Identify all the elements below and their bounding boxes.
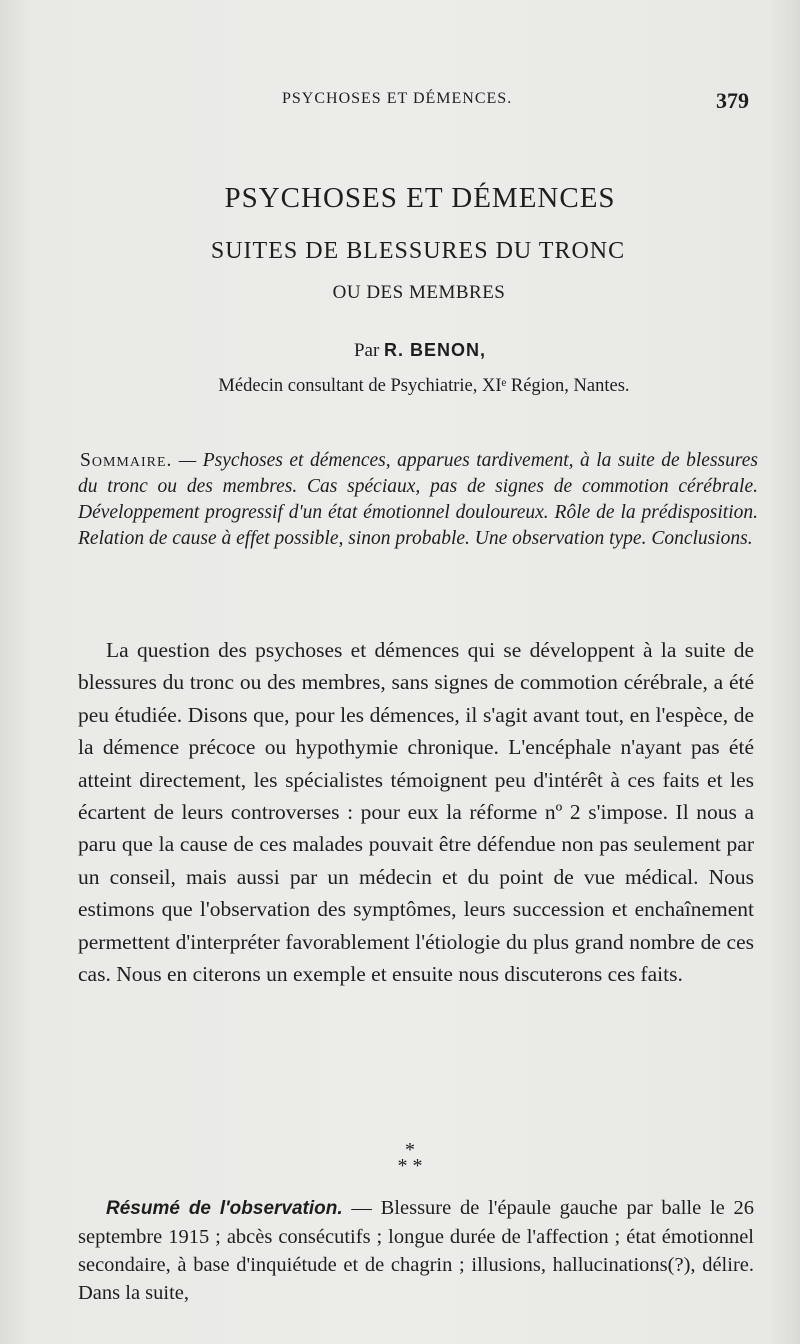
section-separator [390,1139,430,1178]
body-paragraph: La question des psychoses et démences qui se développent à la suite de blessures du tronc ou des membres, sans signes de commotion cérébrale, a été peu étudiée. Disons que, pour les démences, il s'agit avant tout, en l'espèce, de la démence précoce ou hypothymie chronique. L'encéphale n'ayant pas été atteint directement, les spécialistes témoignent peu d'intérêt à ces faits et les écartent de leurs controverses : pour eux la réforme nº 2 s'impose. Il nous a paru que la cause de ces malades pouvait être défendue non pas seulement par un conseil, mais aussi par un médecin et du point de vue médical. Nous estimons que l'observation des symptômes, leurs succession et enchaînement permettent d'interpréter favorablement l'étiologie du plus grand nombre de ces cas. Nous en citerons un exemple et ensuite nous discuterons ces faits. [78,638,754,987]
byline [0,340,800,362]
separator-bottom-stars: * * [397,1155,423,1177]
article-title: PSYCHOSES ET DÉMENCES [224,182,616,214]
separator-top-star: * [405,1139,415,1161]
byline-prefix: Par [353,340,380,361]
summary-text: — Psychoses et démences, apparues tardivement, à la suite de blessures du tronc ou des membres. Cas spéciaux, pas de signes de commotion cérébrale. Développement progressif d'un état émotionnel douloureux. Rôle de la prédisposition. Relation de cause à effet possible, sinon probable. Une observation type. Conclusions. [78,450,758,549]
observation-summary-text: — Blessure de l'épaule gauche par balle le 26 septembre 1915 ; abcès consécutifs ; longue durée de l'affection ; état émotionnel secondaire, à base d'inquiétude et de chagrin ; illusions, hallucinations(?), délire. Dans la suite, [78,1197,755,1304]
observation-summary-label: Résumé [106,1198,180,1219]
observation-summary [78,1194,754,1307]
running-head-title: PSYCHOSES ET DÉMENCES. [282,90,513,107]
summary-label: Sommaire. [80,450,173,471]
article-subtitle-line1: SUITES DE BLESSURES DU TRONC [210,238,626,264]
running-head [0,88,800,118]
observation-summary-label-rest: de l'observation. [179,1198,343,1219]
author-affiliation: Médecin consultant de Psychiatrie, XIᵉ Région, Nantes. [218,376,630,396]
author-name: R. BENON, [384,340,487,360]
summary-block [78,448,758,552]
article-subtitle-line2: OU DES MEMBRES [332,282,506,303]
page-number: 379 [716,88,749,113]
